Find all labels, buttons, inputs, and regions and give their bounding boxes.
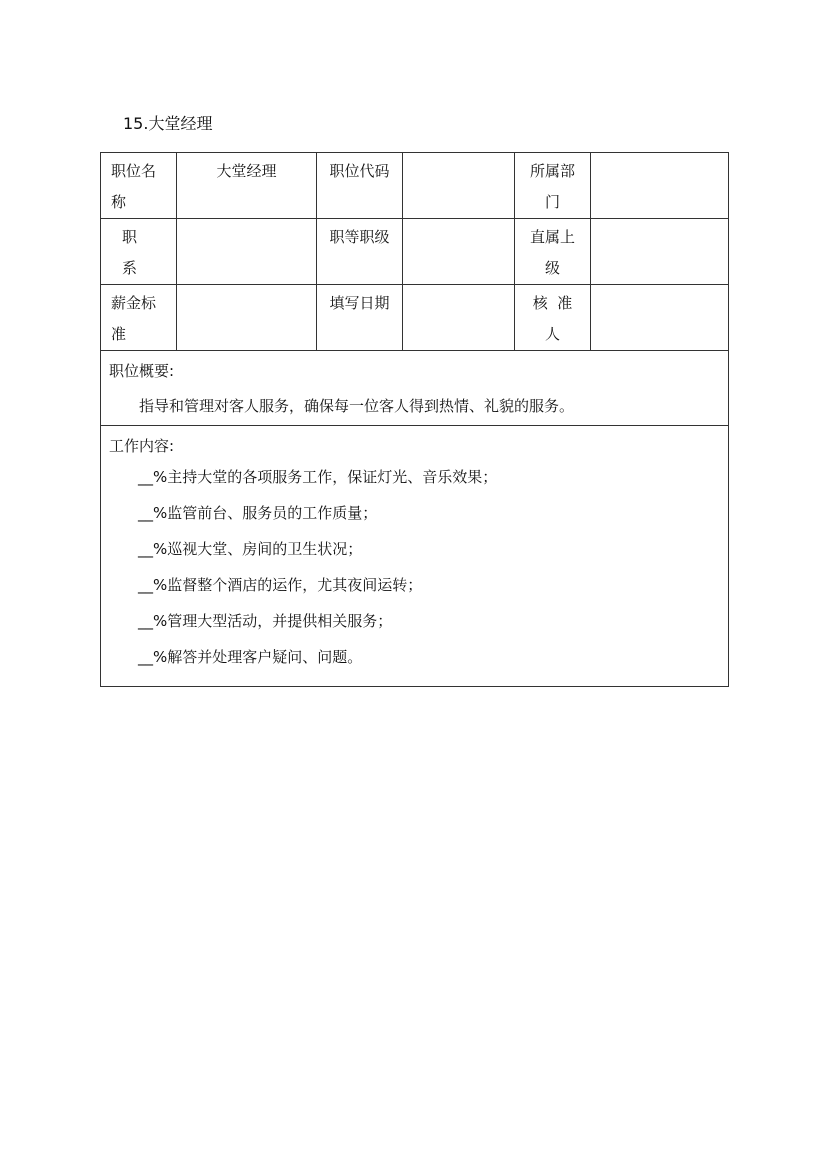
salary-value-cell: [177, 285, 317, 351]
duties-title: 工作内容:: [109, 437, 175, 455]
table-row-position: [101, 153, 729, 219]
approver-label: 核 准 人: [532, 294, 573, 343]
duty-item: __%监管前台、服务员的工作质量；: [138, 504, 378, 522]
position-name-value: 大堂经理: [216, 162, 277, 180]
grade-label: 职等职级: [329, 228, 390, 246]
duty-item: __%监督整个酒店的运作，尤其夜间运转；: [138, 576, 423, 594]
duty-item: __%巡视大堂、房间的卫生状况；: [138, 540, 363, 558]
supervisor-value: [591, 219, 728, 222]
supervisor-label-cell: [515, 219, 591, 285]
fill-date-label-cell: [317, 285, 403, 351]
table-row-summary: [101, 351, 729, 426]
summary-title: 职位概要:: [109, 362, 175, 380]
department-value: [591, 153, 728, 156]
position-code-label-cell: [317, 153, 403, 219]
supervisor-label: 直属上 级: [529, 228, 575, 277]
department-label: 所属部 门: [529, 162, 575, 211]
summary-section: [101, 351, 729, 426]
position-name-label: 职位名 称: [111, 162, 157, 211]
fill-date-label: 填写日期: [329, 294, 390, 312]
supervisor-value-cell: [591, 219, 729, 285]
duty-item: __%主持大堂的各项服务工作，保证灯光、音乐效果；: [138, 468, 498, 486]
position-name-value-cell: [177, 153, 317, 219]
grade-value: [403, 219, 514, 222]
duty-item: __%管理大型活动，并提供相关服务；: [138, 612, 393, 630]
approver-label-cell: [515, 285, 591, 351]
duty-item: __%解答并处理客户疑问、问题。: [138, 648, 363, 666]
table-row-grade: [101, 219, 729, 285]
summary-text: 指导和管理对客人服务，确保每一位客人得到热情、礼貌的服务。: [139, 397, 575, 415]
department-value-cell: [591, 153, 729, 219]
grade-label-cell: [317, 219, 403, 285]
salary-value: [177, 285, 316, 288]
position-code-label: 职位代码: [329, 162, 390, 180]
table-row-duties: [101, 426, 729, 687]
duty-list: [101, 458, 728, 675]
page-heading: 15.大堂经理: [123, 114, 213, 133]
fill-date-value-cell: [403, 285, 515, 351]
fill-date-value: [403, 285, 514, 288]
salary-label-cell: [101, 285, 177, 351]
position-code-value-cell: [403, 153, 515, 219]
job-family-label: 职 系: [122, 228, 138, 277]
grade-value-cell: [403, 219, 515, 285]
duties-section: [101, 426, 729, 687]
job-family-label-cell: [101, 219, 177, 285]
department-label-cell: [515, 153, 591, 219]
salary-label: 薪金标 准: [111, 294, 157, 343]
job-family-value: [177, 219, 316, 222]
approver-value: [591, 285, 728, 288]
job-info-table: [100, 152, 729, 687]
position-code-value: [403, 153, 514, 156]
table-row-salary: [101, 285, 729, 351]
position-name-label-cell: [101, 153, 177, 219]
approver-value-cell: [591, 285, 729, 351]
job-family-value-cell: [177, 219, 317, 285]
